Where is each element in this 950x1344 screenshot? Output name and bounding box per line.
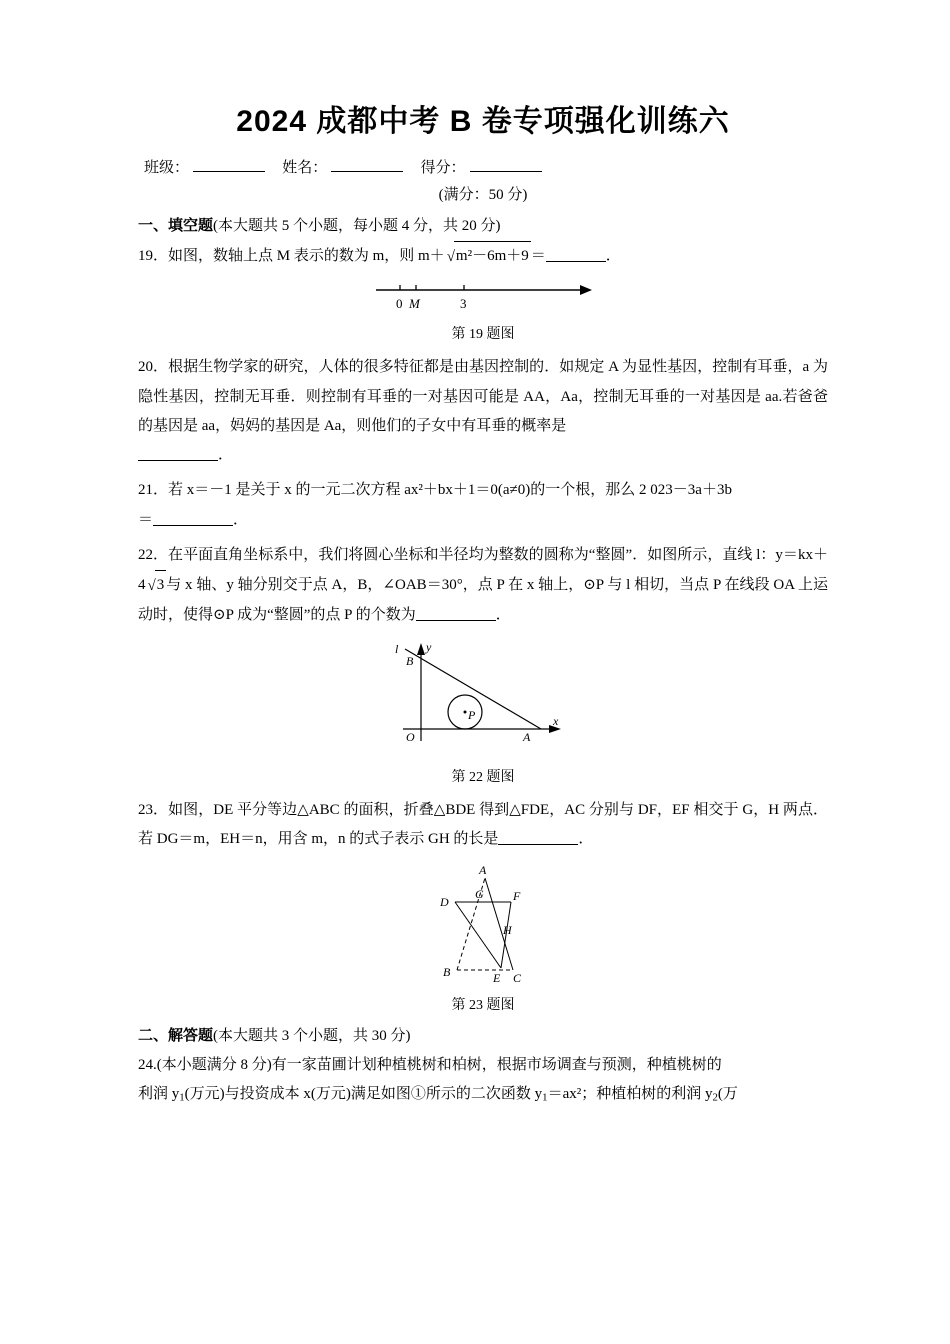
figure-19-caption: 第 19 题图 (451, 327, 515, 343)
label-O: O (406, 729, 415, 744)
q24-line2-a: 利润 y (138, 1086, 180, 1103)
radical-sign-icon: √ (446, 249, 455, 265)
name-label: 姓名： (282, 160, 328, 176)
label-l: l (395, 641, 399, 656)
figure-23-svg (383, 860, 583, 985)
radical-sign-icon: √ (147, 578, 156, 594)
q19-answer-blank[interactable] (546, 248, 606, 262)
q23-text: 23．如图，DE 平分等边△ABC 的面积，折叠△BDE 得到△FDE，AC 分别与 DF，EF 相交于 G，H 两点．若 DG＝m，EH＝n，用含 m，n 的式子表示 GH 的长是 (138, 801, 828, 847)
section-2-note: (本大题共 3 个小题，共 30 分) (213, 1028, 411, 1044)
label-G: G (475, 887, 484, 901)
q23-answer-blank[interactable] (498, 831, 578, 845)
label-P: P (468, 707, 476, 722)
class-blank[interactable] (193, 157, 265, 172)
question-23 (138, 796, 828, 855)
section-1-heading (138, 214, 828, 235)
label-E: E (493, 971, 501, 985)
label-x: x (553, 713, 559, 728)
label-B: B (443, 965, 451, 979)
q24-line2-c: ＝ax²；种植柏树的利润 y (547, 1086, 713, 1103)
axis-label-M: M (409, 296, 420, 312)
question-19 (138, 241, 828, 272)
figure-22 (138, 637, 828, 762)
question-22 (138, 541, 828, 631)
q20-text: 20．根据生物学家的研究，人体的很多特征都是由基因控制的．如规定 A 为显性基因，控制有耳垂，a 为隐性基因，控制无耳垂．则控制有耳垂的一对基因可能是 AA，Aa，控制无耳垂的一对基因是 aa.若爸爸的基因是 aa，妈妈的基因是 Aa，则他们的子女中有耳垂的概率是 (138, 359, 828, 434)
q23-text-end: ． (578, 830, 594, 847)
section-1-title: 一、填空题 (138, 218, 214, 234)
class-label: 班级： (144, 160, 190, 176)
q24-sub-3: 2 (712, 1091, 718, 1104)
page-title: 2024 成都中考 B 卷专项强化训练六 (236, 105, 730, 138)
score-blank[interactable] (470, 157, 542, 172)
q19-text-b: ＝ (530, 248, 546, 264)
q24-sub-1: 1 (179, 1091, 185, 1104)
q22-sqrt (146, 570, 167, 601)
label-A: A (523, 729, 531, 744)
label-H: H (503, 923, 512, 937)
figure-23-caption: 第 23 题图 (451, 998, 515, 1013)
q24-line2-d: (万 (717, 1086, 738, 1103)
label-F: F (513, 889, 521, 903)
section-1-note: (本大题共 5 个小题，每小题 4 分，共 20 分) (213, 218, 501, 234)
q20-text-end: ． (218, 447, 234, 463)
q24-line2-b: (万元)与投资成本 x(万元)满足如图①所示的二次函数 y (184, 1086, 543, 1103)
figure-22-svg (373, 637, 593, 757)
label-D: D (440, 895, 449, 909)
full-mark-note: (满分：50 分) (438, 187, 528, 203)
q19-text-a: 19．如图，数轴上点 M 表示的数为 m，则 m＋ (138, 248, 445, 264)
q21-answer-blank[interactable] (153, 512, 233, 526)
label-B: B (406, 653, 414, 668)
page-content (138, 96, 828, 1114)
q24-line1: 24.(本小题满分 8 分)有一家苗圃计划种植桃树和柏树，根据市场调查与预测，种植桃树的 (138, 1057, 722, 1073)
q19-text-c: ． (605, 248, 621, 264)
q21-line2-a: ＝ (138, 511, 154, 528)
figure-19-svg (368, 278, 598, 314)
axis-label-3: 3 (460, 296, 467, 312)
q22-radicand: 3 (155, 570, 167, 600)
label-y: y (426, 639, 432, 654)
student-info-line (138, 156, 828, 177)
question-20 (138, 353, 828, 470)
label-C: C (513, 971, 522, 985)
q19-sqrt (445, 241, 531, 272)
q21-line2-b: ． (233, 511, 249, 528)
q22-text-a: 22．在平面直角坐标系中，我们将圆心坐标和半径均为整数的圆称为“整圆”．如图所示，直线 l：y＝kx＋4 (138, 546, 828, 593)
q22-text-b: 与 x 轴、y 轴分别交于点 A，B，∠OAB＝30°，点 P 在 x 轴上，⊙P 与 l 相切，当点 P 在线段 OA 上运动时，使得⊙P 成为“整圆”的点 P 的个数为 (138, 577, 828, 624)
name-blank[interactable] (331, 157, 403, 172)
q21-line1: 21．若 x＝－1 是关于 x 的一元二次方程 ax²＋bx＋1＝0(a≠0)的一个根，那么 2 023－3a＋3b (138, 482, 732, 499)
question-24 (138, 1051, 828, 1110)
q22-text-c: ． (495, 607, 511, 624)
label-A: A (479, 863, 487, 877)
question-21 (138, 476, 828, 535)
section-2-heading (138, 1024, 828, 1045)
q22-answer-blank[interactable] (416, 607, 496, 621)
figure-23 (138, 860, 828, 990)
q20-answer-blank[interactable] (138, 447, 218, 461)
figure-19 (138, 278, 828, 319)
section-2-title: 二、解答题 (138, 1028, 214, 1044)
figure-22-caption: 第 22 题图 (451, 769, 515, 785)
q19-radicand: m²－6m＋9 (454, 241, 531, 271)
axis-label-0: 0 (396, 296, 403, 312)
q24-sub-2: 1 (542, 1091, 548, 1104)
score-label: 得分： (420, 160, 466, 176)
